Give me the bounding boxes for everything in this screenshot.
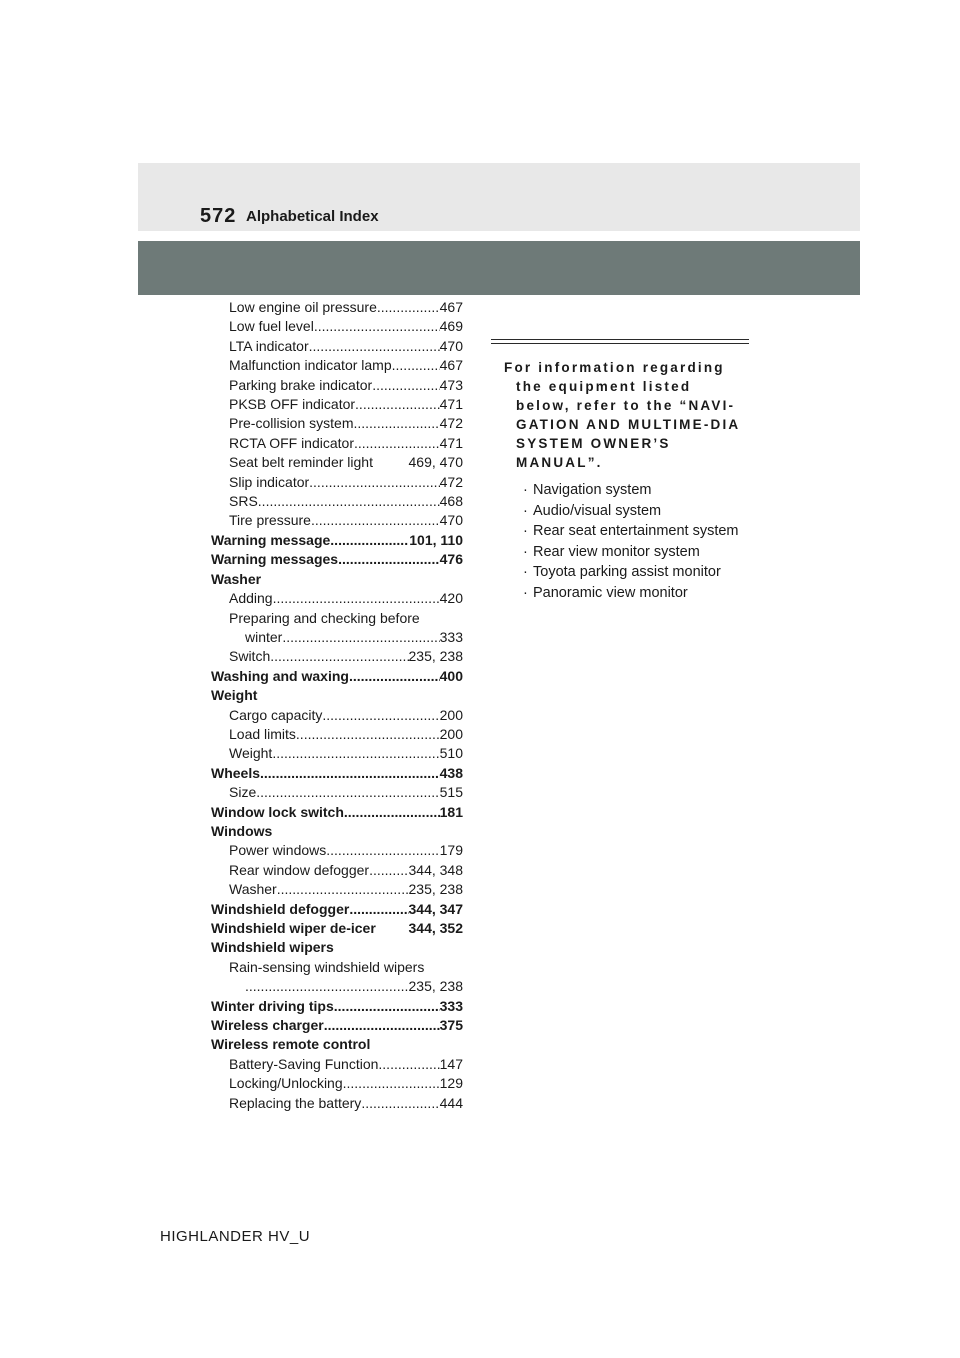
index-term: Malfunction indicator lamp bbox=[229, 357, 392, 374]
index-entry bbox=[211, 1055, 463, 1074]
index-term: winter bbox=[245, 628, 283, 645]
dot-leader bbox=[326, 841, 439, 860]
index-page-ref: 235, 238 bbox=[408, 978, 463, 995]
note-item-text: Toyota parking assist monitor bbox=[533, 564, 721, 580]
index-term: Washing and waxing bbox=[211, 667, 349, 684]
index-entry bbox=[211, 667, 463, 686]
index-term: Low engine oil pressure bbox=[229, 299, 377, 315]
index-entry bbox=[211, 706, 463, 725]
bullet-icon: · bbox=[523, 523, 528, 539]
index-term: Wheels bbox=[211, 764, 261, 781]
index-term: Windshield defogger bbox=[211, 900, 350, 917]
index-term: Windshield wiper de-icer bbox=[211, 920, 376, 936]
dot-leader bbox=[296, 725, 440, 744]
note-list-item bbox=[523, 501, 749, 522]
index-entry bbox=[211, 531, 463, 550]
dot-leader bbox=[314, 317, 440, 336]
index-term: Power windows bbox=[229, 842, 327, 859]
index-term: Size bbox=[229, 784, 257, 801]
index-page-ref: 438 bbox=[439, 764, 463, 781]
dot-leader bbox=[324, 1016, 440, 1035]
index-page-ref: 510 bbox=[439, 745, 463, 762]
note-list-item bbox=[523, 583, 749, 604]
dot-leader bbox=[353, 414, 439, 433]
dot-leader bbox=[245, 977, 409, 996]
index-entry bbox=[211, 822, 463, 841]
index-entry bbox=[211, 473, 463, 492]
index-term: Rain-sensing windshield wipers bbox=[229, 958, 425, 975]
index-page-ref: 472 bbox=[439, 415, 463, 432]
note-list-item bbox=[523, 562, 749, 583]
note-list bbox=[491, 480, 749, 603]
index-term: Window lock switch bbox=[211, 803, 344, 820]
note-list-item bbox=[523, 480, 749, 501]
index-term: Low fuel level bbox=[229, 318, 314, 335]
index-page-ref: 129 bbox=[439, 1075, 463, 1092]
index-term: Windshield wipers bbox=[211, 939, 334, 956]
index-term: Switch bbox=[229, 648, 271, 665]
index-term: Windows bbox=[211, 822, 273, 839]
index-entry bbox=[211, 414, 463, 433]
index-page-ref: 515 bbox=[439, 784, 463, 801]
dot-leader bbox=[343, 1074, 440, 1093]
index-page-ref: 400 bbox=[439, 667, 463, 684]
dot-leader bbox=[344, 803, 440, 822]
section-title: Alphabetical Index bbox=[246, 208, 379, 225]
index-list bbox=[211, 298, 463, 1113]
index-page-ref: 470 bbox=[439, 337, 463, 354]
dot-leader bbox=[369, 861, 408, 880]
dot-leader bbox=[309, 337, 440, 356]
index-term: Washer bbox=[229, 881, 277, 898]
index-page-ref: 344, 352 bbox=[408, 920, 463, 936]
index-entry bbox=[211, 492, 463, 511]
bullet-icon: · bbox=[523, 564, 528, 580]
note-list-item bbox=[523, 521, 749, 542]
index-term: Weight bbox=[211, 687, 258, 704]
index-entry bbox=[211, 861, 463, 880]
index-term: Parking brake indicator bbox=[229, 376, 373, 393]
dot-leader bbox=[355, 395, 440, 414]
dot-leader bbox=[334, 997, 440, 1016]
index-entry bbox=[211, 1035, 463, 1054]
dot-leader bbox=[260, 764, 440, 783]
index-page-ref: 333 bbox=[439, 997, 463, 1014]
index-page-ref: 470 bbox=[439, 512, 463, 529]
index-entry bbox=[211, 841, 463, 860]
dot-leader bbox=[349, 900, 408, 919]
note-item-text: Panoramic view monitor bbox=[533, 584, 688, 601]
index-term: Adding bbox=[229, 590, 273, 607]
index-page-ref: 472 bbox=[439, 473, 463, 490]
index-entry bbox=[211, 337, 463, 356]
index-term: Pre-collision system bbox=[229, 415, 354, 432]
index-entry bbox=[211, 919, 463, 938]
index-entry bbox=[211, 880, 463, 899]
index-term: Wireless remote control bbox=[211, 1036, 371, 1053]
index-entry bbox=[211, 647, 463, 666]
index-entry bbox=[211, 395, 463, 414]
index-entry bbox=[211, 376, 463, 395]
dot-leader bbox=[338, 550, 440, 569]
note-item-text: Audio/visual system bbox=[533, 502, 662, 519]
index-term: Battery-Saving Function bbox=[229, 1055, 379, 1072]
index-term: Slip indicator bbox=[229, 473, 310, 490]
index-entry bbox=[211, 783, 463, 802]
index-page-ref: 468 bbox=[439, 493, 463, 510]
dot-leader bbox=[322, 706, 439, 725]
note-box bbox=[491, 339, 749, 603]
dot-leader bbox=[273, 589, 440, 608]
index-entry bbox=[211, 764, 463, 783]
index-page-ref: 467 bbox=[439, 357, 463, 374]
dot-leader bbox=[311, 511, 440, 530]
dot-leader bbox=[282, 628, 439, 647]
index-term: Load limits bbox=[229, 725, 296, 742]
index-term: Winter driving tips bbox=[211, 997, 334, 1014]
note-heading: For information regarding the equipment listed below, refer to the “NAVI-GATION AND MULTIME-DIA SYSTEM OWNER’S MANUAL”. bbox=[504, 360, 740, 470]
index-page-ref: 471 bbox=[439, 434, 463, 451]
index-page-ref: 235, 238 bbox=[408, 881, 463, 898]
footer-model: HIGHLANDER HV_U bbox=[160, 1228, 311, 1245]
index-term: Preparing and checking before bbox=[229, 609, 420, 626]
index-page-ref: 200 bbox=[439, 725, 463, 742]
index-term: Locking/Unlocking bbox=[229, 1075, 343, 1092]
index-entry bbox=[211, 298, 463, 317]
index-entry bbox=[211, 900, 463, 919]
index-page-ref: 420 bbox=[439, 590, 463, 607]
note-rule bbox=[491, 339, 749, 344]
dot-leader bbox=[354, 434, 440, 453]
index-entry bbox=[211, 550, 463, 569]
index-term: Seat belt reminder light bbox=[229, 454, 373, 471]
dot-leader bbox=[392, 356, 440, 375]
index-page-ref: 467 bbox=[439, 299, 463, 315]
index-entry bbox=[211, 725, 463, 744]
index-term: RCTA OFF indicator bbox=[229, 434, 354, 451]
index-term: Warning message bbox=[211, 531, 331, 548]
index-page-ref: 181 bbox=[439, 803, 463, 820]
dot-leader bbox=[272, 744, 439, 763]
note-item-text: Rear view monitor system bbox=[533, 543, 700, 560]
index-entry bbox=[211, 1094, 463, 1113]
dot-leader bbox=[270, 647, 408, 666]
index-term: Washer bbox=[211, 570, 262, 587]
index-page-ref: 473 bbox=[439, 376, 463, 393]
index-entry bbox=[211, 1016, 463, 1035]
index-term: PKSB OFF indicator bbox=[229, 396, 356, 413]
dot-leader bbox=[349, 667, 440, 686]
index-entry bbox=[211, 511, 463, 530]
index-term: LTA indicator bbox=[229, 337, 309, 354]
index-entry bbox=[211, 434, 463, 453]
bullet-icon: · bbox=[523, 482, 528, 498]
index-term: Rear window defogger bbox=[229, 861, 370, 878]
index-term: Tire pressure bbox=[229, 512, 311, 529]
index-page-ref: 476 bbox=[439, 551, 463, 568]
note-item-text: Navigation system bbox=[533, 482, 652, 498]
dot-leader bbox=[277, 880, 409, 899]
index-term: Warning messages bbox=[211, 551, 339, 568]
index-page-ref: 344, 348 bbox=[408, 861, 463, 878]
index-page-ref: 469 bbox=[439, 318, 463, 335]
index-page-ref: 179 bbox=[439, 842, 463, 859]
bullet-icon: · bbox=[523, 584, 528, 601]
note-item-text: Rear seat entertainment system bbox=[533, 523, 739, 539]
index-entry bbox=[211, 686, 463, 705]
index-entry bbox=[211, 1074, 463, 1093]
index-entry bbox=[211, 570, 463, 589]
index-entry bbox=[211, 958, 463, 977]
index-term: Cargo capacity bbox=[229, 706, 323, 723]
dot-leader bbox=[378, 1055, 439, 1074]
index-page-ref: 101, 110 bbox=[409, 531, 463, 548]
index-entry bbox=[211, 803, 463, 822]
index-entry bbox=[211, 744, 463, 763]
index-entry bbox=[211, 977, 463, 996]
index-term: Wireless charger bbox=[211, 1017, 324, 1034]
dot-leader bbox=[258, 492, 440, 511]
index-page-ref: 444 bbox=[439, 1094, 463, 1111]
dot-leader bbox=[377, 298, 440, 317]
index-entry bbox=[211, 589, 463, 608]
note-list-item bbox=[523, 542, 749, 563]
index-page-ref: 235, 238 bbox=[408, 648, 463, 665]
index-page-ref: 344, 347 bbox=[408, 900, 463, 917]
dot-leader bbox=[372, 376, 439, 395]
index-page-ref: 147 bbox=[439, 1055, 463, 1072]
dot-leader bbox=[361, 1094, 439, 1113]
index-page-ref: 333 bbox=[439, 628, 463, 645]
index-term: SRS bbox=[229, 493, 258, 510]
index-term: Weight bbox=[229, 745, 273, 762]
dot-leader bbox=[256, 783, 439, 802]
index-term: Replacing the battery bbox=[229, 1094, 362, 1111]
index-entry bbox=[211, 453, 463, 472]
index-page-ref: 200 bbox=[439, 706, 463, 723]
index-page-ref: 469, 470 bbox=[408, 454, 463, 471]
bullet-icon: · bbox=[523, 502, 528, 519]
index-page-ref: 471 bbox=[439, 396, 463, 413]
header-bar bbox=[138, 241, 860, 295]
index-entry bbox=[211, 356, 463, 375]
index-entry bbox=[211, 938, 463, 957]
page-number: 572 bbox=[200, 205, 237, 227]
index-page-ref: 375 bbox=[439, 1017, 463, 1034]
bullet-icon: · bbox=[523, 543, 528, 560]
dot-leader bbox=[309, 473, 439, 492]
dot-leader bbox=[330, 531, 409, 550]
index-entry bbox=[211, 997, 463, 1016]
index-entry bbox=[211, 628, 463, 647]
index-entry bbox=[211, 609, 463, 628]
index-entry bbox=[211, 317, 463, 336]
